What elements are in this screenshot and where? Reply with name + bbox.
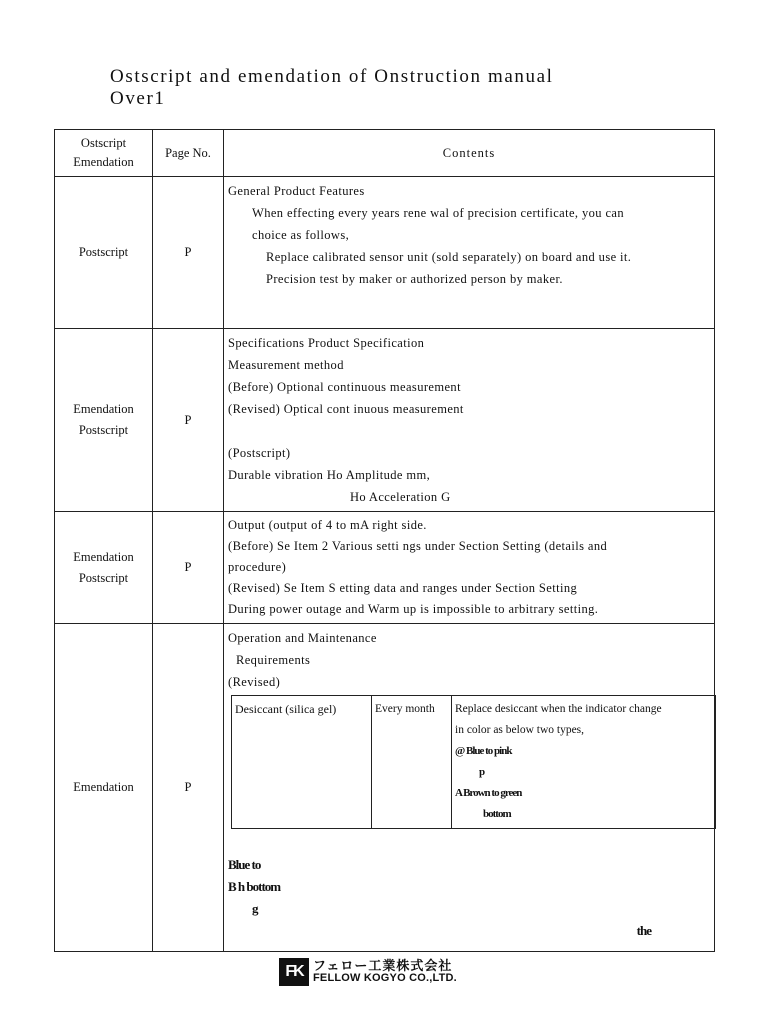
title-line-2: Over1 bbox=[110, 88, 166, 109]
maintenance-item: Desiccant (silica gel) bbox=[232, 696, 372, 829]
row-type-label: Emendation bbox=[55, 624, 153, 952]
maintenance-table bbox=[231, 695, 716, 829]
maintenance-interval: Every month bbox=[372, 696, 452, 829]
row-page-number: P bbox=[153, 624, 224, 952]
revision-table bbox=[54, 129, 715, 952]
header-contents: Contents bbox=[224, 130, 715, 177]
header-page-no: Page No. bbox=[153, 130, 224, 177]
company-logo bbox=[279, 958, 475, 986]
row-type-label: Emendation Postscript bbox=[55, 329, 153, 512]
company-name-en: FELLOW KOGYO CO.,LTD. bbox=[313, 972, 457, 984]
maintenance-row bbox=[232, 696, 716, 829]
maintenance-description: Replace desiccant when the indicator change in color as below two types, @ Blue to pink p A Brown to green bottom bbox=[452, 696, 716, 829]
row-contents: Output (output of 4 to mA right side. (Before) Se Item 2 Various setti ngs under Section Setting (details and procedure) (Revised) Se Item S etting data and ranges under Section Setting During power outage and Warm up is impossible to arbitrary setting. bbox=[224, 512, 715, 624]
company-name-jp: フェロー工業株式会社 bbox=[313, 958, 453, 973]
row-page-number: P bbox=[153, 177, 224, 329]
table-header-row bbox=[55, 130, 715, 177]
row-type-label: Postscript bbox=[55, 177, 153, 329]
title-line-1: Ostscript and emendation of Onstruction manual bbox=[110, 66, 554, 87]
table-row bbox=[55, 512, 715, 624]
table-row bbox=[55, 624, 715, 952]
header-postscript-emendation: Ostscript Emendation bbox=[55, 130, 153, 177]
row-page-number: P bbox=[153, 512, 224, 624]
row-type-label: Emendation Postscript bbox=[55, 512, 153, 624]
company-logo-mark: FK bbox=[279, 958, 309, 986]
page-title bbox=[110, 66, 670, 110]
row-contents: General Product Features When effecting every years rene wal of precision certificate, you can choice as follows, Replace calibrated sensor unit (sold separately) on board and use it. Precision test by maker or authorized person by maker. bbox=[224, 177, 715, 329]
row-contents: Operation and Maintenance Requirements (Revised) Desiccant (silica gel) Every month Replace desiccant when the indicator change in color as below two types, @ Blue to pink p A Brown to green bottom Blue to B h bottom g the bbox=[224, 624, 715, 952]
table-row bbox=[55, 329, 715, 512]
table-row bbox=[55, 177, 715, 329]
row-contents: Specifications Product Specification Measurement method (Before) Optional continuous measurement (Revised) Optical cont inuous measurement (Postscript) Durable vibration Ho Amplitude mm, Ho Acceleration G bbox=[224, 329, 715, 512]
row-page-number: P bbox=[153, 329, 224, 512]
